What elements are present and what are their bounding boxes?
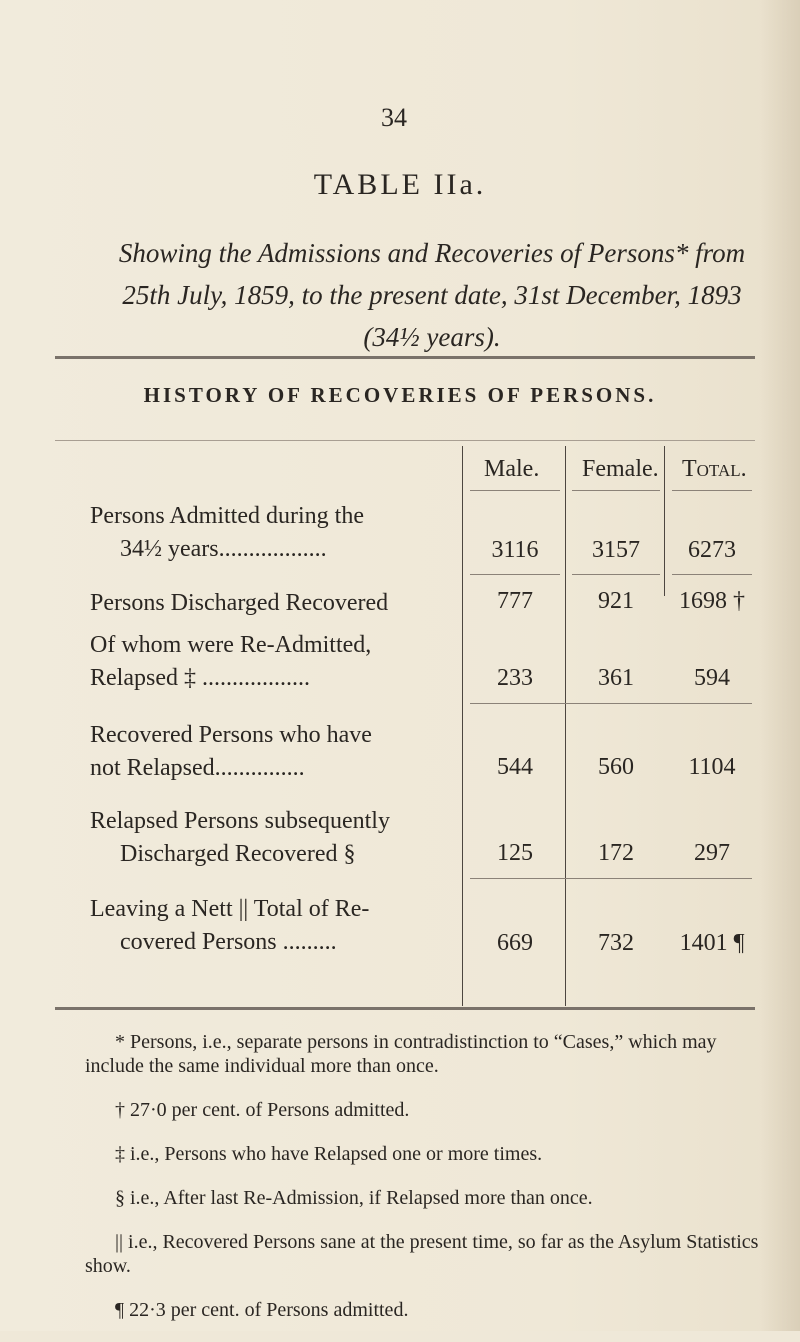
row-label-line: 34½ years.................. bbox=[120, 536, 327, 562]
row-label-line: Discharged Recovered § bbox=[120, 841, 356, 867]
column-divider bbox=[664, 446, 665, 596]
cell-rule bbox=[572, 490, 660, 491]
heading-rule bbox=[55, 440, 755, 441]
column-header-female: Female. bbox=[582, 456, 659, 482]
footnote-nett-total: || i.e., Recovered Persons sane at the present time, so far as the Asylum Statistics show. bbox=[85, 1231, 759, 1277]
row-label-line: Recovered Persons who have bbox=[90, 722, 372, 748]
cell-rule bbox=[672, 490, 752, 491]
table-subtitle: Showing the Admissions and Recoveries of Persons* from 25th July, 1859, to the present date, 31st December, 1893 (34½ years). bbox=[118, 238, 746, 352]
cell-female: 172 bbox=[598, 840, 634, 866]
cell-female: 361 bbox=[598, 665, 634, 691]
cell-female: 560 bbox=[598, 754, 634, 780]
table-row-label bbox=[90, 500, 460, 566]
footnote-recovered-percent: † 27·0 per cent. of Persons admitted. bbox=[115, 1099, 410, 1121]
cell-total: 594 bbox=[694, 665, 730, 691]
cell-male: 777 bbox=[497, 588, 533, 614]
table-row-label bbox=[90, 893, 460, 959]
row-label-line: Persons Admitted during the bbox=[90, 503, 364, 529]
table-row-label bbox=[90, 719, 460, 785]
cell-rule bbox=[470, 878, 752, 879]
cell-male: 544 bbox=[497, 754, 533, 780]
cell-male: 233 bbox=[497, 665, 533, 691]
footnote-relapsed: ‡ i.e., Persons who have Relapsed one or more times. bbox=[115, 1143, 543, 1165]
section-heading: HISTORY OF RECOVERIES OF PERSONS. bbox=[143, 383, 657, 407]
cell-total: 1104 bbox=[688, 754, 736, 780]
row-label-line: Relapsed ‡ .................. bbox=[90, 665, 310, 691]
page-number: 34 bbox=[381, 103, 407, 132]
footnote-persons: * Persons, i.e., separate persons in contradistinction to “Cases,” which may include the same individual more than once. bbox=[85, 1031, 717, 1077]
cell-female: 921 bbox=[598, 588, 634, 614]
cell-rule bbox=[470, 574, 560, 575]
cell-rule bbox=[572, 574, 660, 575]
cell-male: 3116 bbox=[491, 537, 539, 563]
column-header-male: Male. bbox=[484, 456, 540, 482]
cell-total: 6273 bbox=[688, 537, 736, 563]
column-divider bbox=[462, 446, 463, 1006]
row-label-line: Persons Discharged Recovered bbox=[90, 590, 389, 616]
bottom-rule bbox=[55, 1007, 755, 1010]
cell-rule bbox=[470, 490, 560, 491]
cell-total: 1698 † bbox=[679, 588, 745, 614]
table-row-label bbox=[90, 587, 460, 620]
cell-male: 669 bbox=[497, 930, 533, 956]
cell-rule bbox=[672, 574, 752, 575]
table-row-label bbox=[90, 805, 460, 871]
row-label-line: Of whom were Re-Admitted, bbox=[90, 632, 372, 658]
column-header-total: Total. bbox=[682, 456, 747, 482]
footnotes bbox=[85, 1030, 765, 1342]
row-label-line: not Relapsed............... bbox=[90, 755, 305, 781]
footnote-readmission: § i.e., After last Re-Admission, if Relapsed more than once. bbox=[115, 1187, 593, 1209]
table-row-label bbox=[90, 629, 460, 695]
footnote-nett-percent: ¶ 22·3 per cent. of Persons admitted. bbox=[115, 1299, 409, 1321]
top-rule bbox=[55, 356, 755, 359]
cell-female: 732 bbox=[598, 930, 634, 956]
row-label-line: covered Persons ......... bbox=[120, 929, 337, 955]
table-title: TABLE IIa. bbox=[313, 168, 487, 201]
row-label-line: Leaving a Nett || Total of Re- bbox=[90, 896, 370, 922]
row-label-line: Relapsed Persons subsequently bbox=[90, 808, 390, 834]
cell-total: 1401 ¶ bbox=[679, 930, 745, 956]
cell-total: 297 bbox=[694, 840, 730, 866]
cell-female: 3157 bbox=[592, 537, 640, 563]
cell-rule bbox=[470, 703, 752, 704]
cell-male: 125 bbox=[497, 840, 533, 866]
column-divider bbox=[565, 446, 566, 1006]
